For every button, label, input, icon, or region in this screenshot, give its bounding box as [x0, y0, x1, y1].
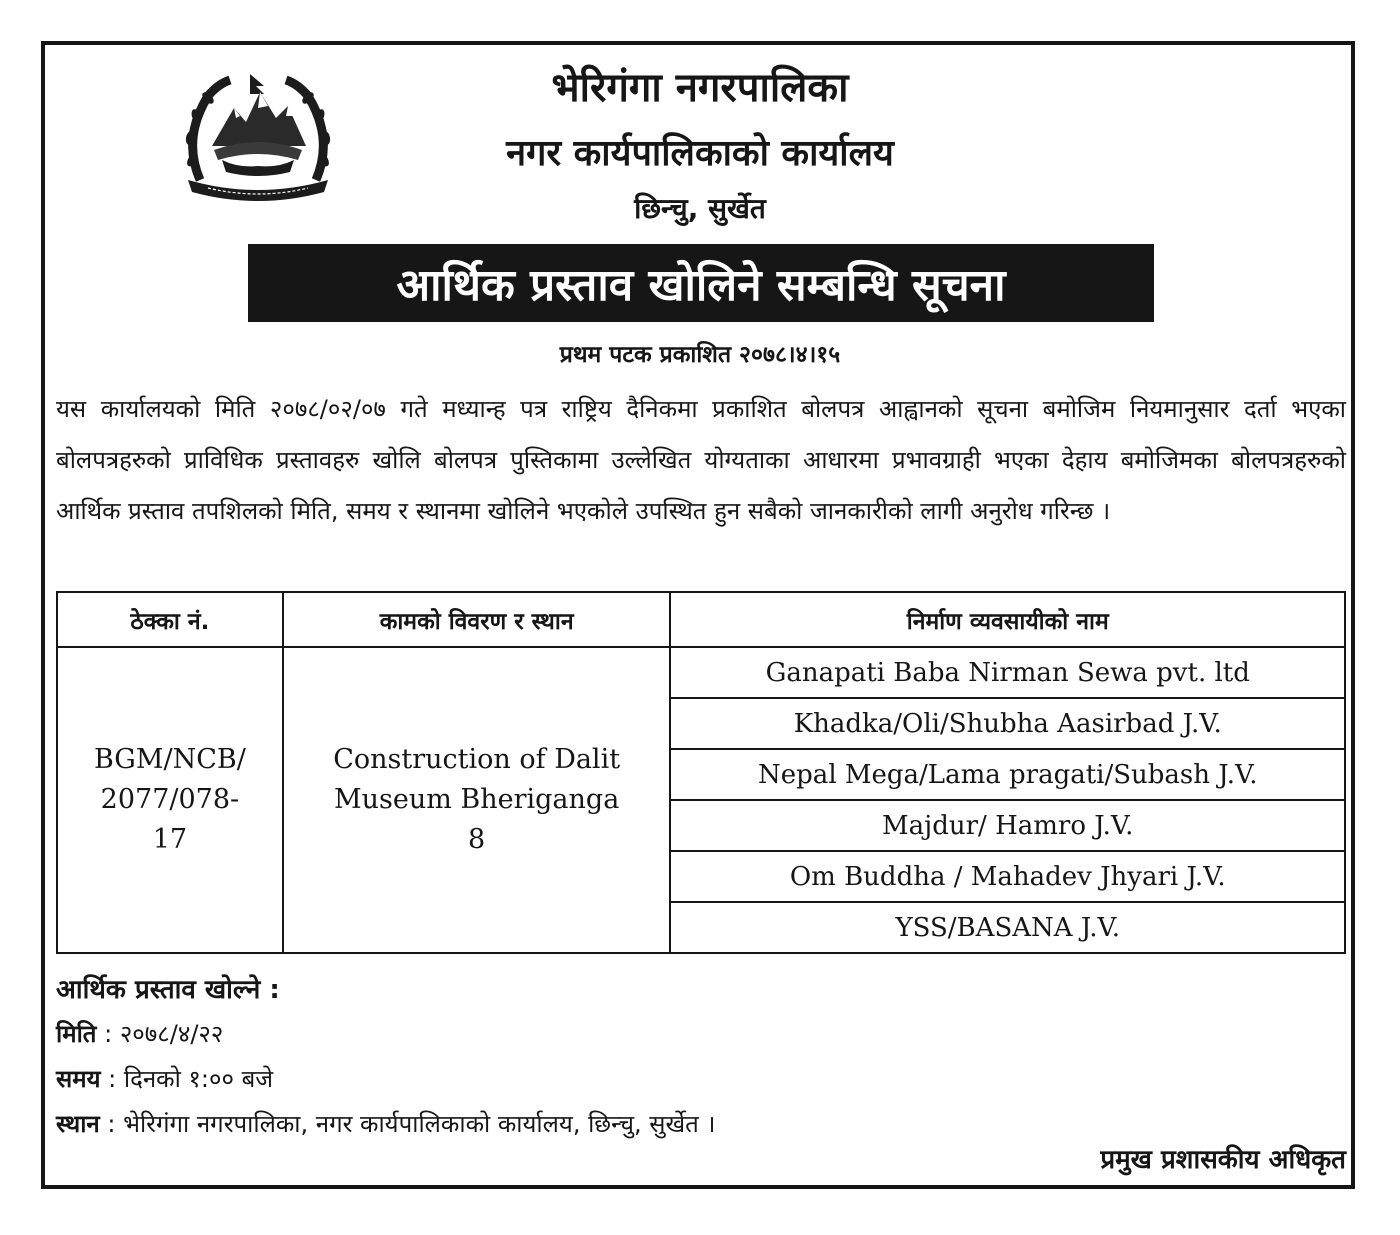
opening-heading: आर्थिक प्रस्ताव खोल्ने :	[56, 975, 280, 1005]
work-description-cell	[283, 647, 671, 953]
bidder-name: YSS/BASANA J.V.	[670, 902, 1345, 953]
municipality-name: भेरिगंगा नगरपालिका	[551, 65, 849, 111]
header-work-description: कामको विवरण र स्थान	[283, 592, 671, 647]
bidder-name: Ganapati Baba Nirman Sewa pvt. ltd	[670, 647, 1345, 698]
opening-date-row: मिति : २०७८/४/२२	[56, 1020, 224, 1048]
signatory-title: प्रमुख प्रशासकीय अधिकृत	[1100, 1145, 1346, 1175]
notice-body: यस कार्यालयको मिति २०७८/०२/०७ गते मध्यान्ह पत्र राष्ट्रिय दैनिकमा प्रकाशित बोलपत्र आह्वानको सूचना बमोजिम नियमानुसार दर्ता भएका बोलपत्रहरुको प्राविधिक प्रस्तावहरु खोलि बोलपत्र पुस्तिकामा उल्लेखित योग्यताका आधारमा प्रभावग्राही भएका देहाय बमोजिमका बोलपत्रहरुको आर्थिक प्रस्ताव तपशिलको मिति, समय र स्थानमा खोलिने भएकोले उपस्थित हुन सबैको जानकारीको लागी अनुरोध गरिन्छ ।	[56, 395, 1346, 525]
table-row	[57, 647, 1345, 698]
office-location: छिन्चु, सुर्खेत	[634, 192, 766, 225]
header-contractor-name: निर्माण व्यवसायीको नाम	[670, 592, 1345, 647]
office-name: नगर कार्यपालिकाको कार्यालय	[506, 133, 894, 174]
contract-number: BGM/NCB/ 2077/078-17	[93, 744, 246, 855]
table-header-row	[57, 592, 1345, 647]
opening-time-row: समय : दिनको १:०० बजे	[56, 1065, 274, 1093]
bidder-name: Majdur/ Hamro J.V.	[670, 800, 1345, 851]
bidder-name: Nepal Mega/Lama pragati/Subash J.V.	[670, 749, 1345, 800]
opening-place-row: स्थान : भेरिगंगा नगरपालिका, नगर कार्यपालिकाको कार्यालय, छिन्चु, सुर्खेत ।	[56, 1110, 716, 1138]
date-label: मिति	[56, 1020, 97, 1048]
notice-title-banner	[248, 244, 1154, 322]
bidder-name: Om Buddha / Mahadev Jhyari J.V.	[670, 851, 1345, 902]
notice-title: आर्थिक प्रस्ताव खोलिने सम्बन्धि सूचना	[396, 260, 1006, 311]
header-contract-no: ठेक्का नं.	[57, 592, 283, 647]
bid-table	[56, 591, 1346, 954]
published-date: प्रथम पटक प्रकाशित २०७८।४।१५	[559, 342, 841, 368]
place-value: भेरिगंगा नगरपालिका, नगर कार्यपालिकाको कार्यालय, छिन्चु, सुर्खेत ।	[123, 1110, 716, 1138]
work-description: Construction of Dalit Museum Bheriganga 8	[333, 744, 621, 855]
contract-number-cell	[57, 647, 283, 953]
place-label: स्थान	[56, 1110, 100, 1138]
bidder-name: Khadka/Oli/Shubha Aasirbad J.V.	[670, 698, 1345, 749]
time-label: समय	[56, 1065, 101, 1093]
time-value: दिनको १:०० बजे	[123, 1065, 274, 1093]
date-value: २०७८/४/२२	[119, 1020, 224, 1048]
